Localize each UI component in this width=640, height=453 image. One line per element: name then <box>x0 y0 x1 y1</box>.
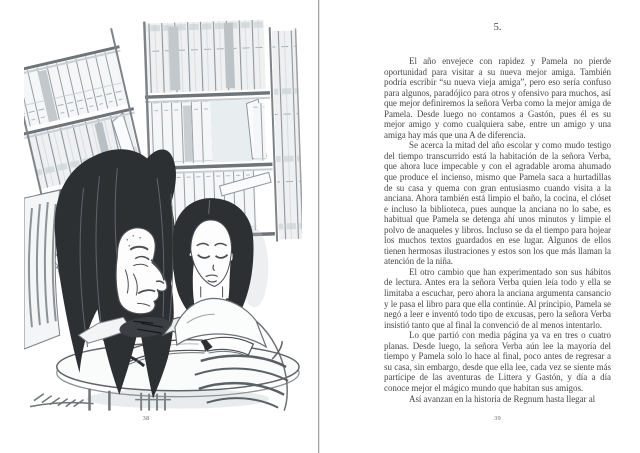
left-page <box>0 0 318 453</box>
right-page <box>321 0 640 453</box>
body-text <box>384 56 611 404</box>
paragraph: El año envejece con rapidez y Pamela no pierde oportunidad para visitar a su nueva mejor amiga. También podría escribir “su nueva vieja amiga”, pero eso sería confuso para algunos, paradójico para otros y ofensivo para muchos, así que mejor definiremos la señora Verba como la mejor amiga de Pamela. Desde luego no contamos a Gastón, pues él es su mejor amigo y como cualquiera sabe, entre un amigo y una amiga hay más que una A de diferencia. <box>384 56 611 140</box>
paragraph: Lo que partió con media página ya va en tres o cuatro planas. Desde luego, la señora Verba aún lee la mayoría del tiempo y Pamela solo lo hace al final, poco antes de regresar a su casa, sin embargo, desde que ella lee, cada vez se siente más partícipe de las aventuras de Littera y Gastón, y día a día conoce mejor el mágico mundo que habitan sus amigos. <box>384 330 611 393</box>
paragraph: Se acerca la mitad del año escolar y como mudo testigo del tiempo transcurrido está la habitación de la señora Verba, que ahora luce impecable y con el agradable aroma ahumado que produce el incienso, mismo que Pamela saca a hurtadillas de su casa y quema con gran entusiasmo cuando visita a la anciana. Ahora también está limpio el baño, la cocina, el clóset e incluso la biblioteca, pues aunque la anciana no lo sabe, es habitual que Pamela se detenga ahí unos minutos y limpie el polvo de anaqueles y libros. Incluso se da el tiempo para hojear los muchos textos guardados en ese lugar. Algunos de ellos tienen hermosas ilustraciones y estos son los que más llaman la atención de la niña. <box>384 140 611 267</box>
page-number-right: 39 <box>493 415 502 422</box>
chapter-number: 5. <box>493 22 502 33</box>
page-gutter-divider <box>318 0 320 453</box>
book-illustration <box>24 18 302 412</box>
paragraph: El otro cambio que han experimentado son sus hábitos de lectura. Antes era la señora Verba quien leía todo y ella se limitaba a escuchar, pero ahora la anciana argumenta cansancio y le pasa el libro para que ella continúe. Al principio, Pamela se negó a leer e inventó todo tipo de excusas, pero la señora Verba insistió tanto que al final la convenció de al menos intentarlo. <box>384 266 611 330</box>
paragraph: Así avanzan en la historia de Regnum hasta llegar al <box>409 393 596 404</box>
page-number-left: 38 <box>142 415 150 422</box>
floor-hatching <box>30 394 94 407</box>
